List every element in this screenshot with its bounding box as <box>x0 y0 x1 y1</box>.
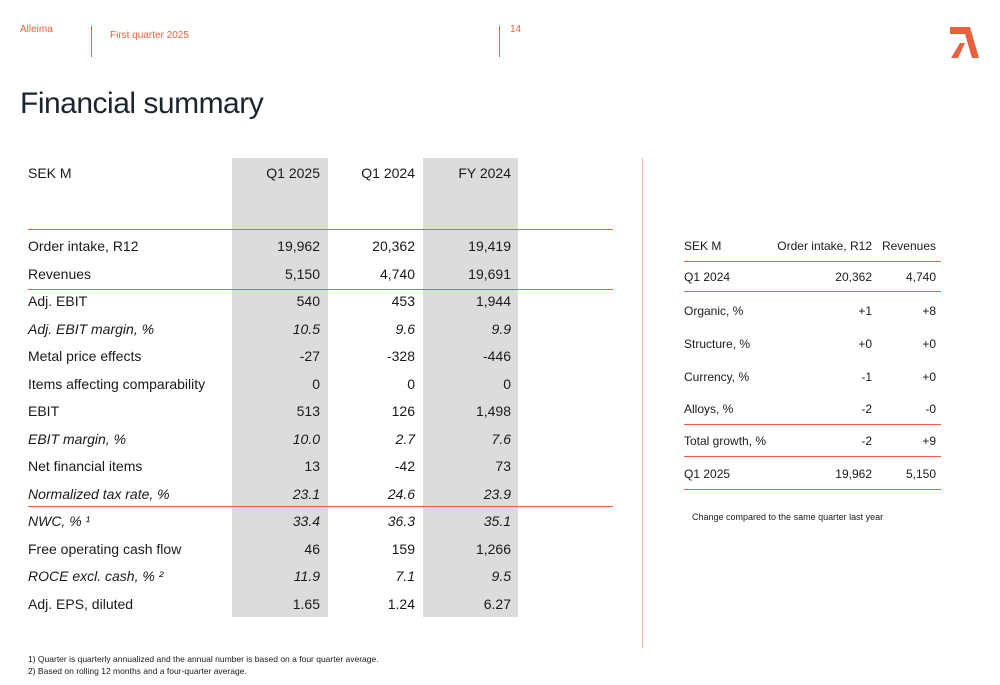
table-row <box>28 321 518 348</box>
value-q1-2025: 540 <box>296 293 320 309</box>
table-row <box>28 266 518 293</box>
value-q1-2024: -328 <box>386 348 415 364</box>
table-row <box>28 596 518 623</box>
row-label: EBIT margin, % <box>28 431 127 447</box>
row-label: ROCE excl. cash, % ² <box>28 568 164 584</box>
table-row <box>28 348 518 375</box>
table-header-divider <box>28 229 613 230</box>
row-label: Adj. EPS, diluted <box>28 596 134 612</box>
row-label: Adj. EBIT margin, % <box>28 321 155 337</box>
bridge-header-order-intake: Order intake, R12 <box>777 239 872 253</box>
header-sek-m: SEK M <box>28 165 72 181</box>
page-title: Financial summary <box>20 87 264 120</box>
bridge-row <box>684 434 936 454</box>
value-q1-2024: -42 <box>394 458 415 474</box>
value-fy-2024: 1,498 <box>475 403 511 419</box>
value-q1-2025: 11.9 <box>293 568 320 584</box>
header-q1-2024: Q1 2024 <box>361 165 415 181</box>
bridge-divider <box>684 424 941 425</box>
bridge-order-intake-value: -2 <box>861 402 872 416</box>
bridge-row-label: Alloys, % <box>684 402 734 416</box>
footnote-1: 1) Quarter is quarterly annualized and the annual number is based on a four quarter average. <box>28 654 379 664</box>
value-q1-2025: 13 <box>304 458 320 474</box>
value-fy-2024: 73 <box>495 458 511 474</box>
bridge-divider <box>684 456 941 457</box>
row-label: Items affecting comparability <box>28 376 206 392</box>
bridge-note: Change compared to the same quarter last year <box>692 512 884 522</box>
value-q1-2024: 20,362 <box>372 238 415 254</box>
bridge-row-label: Q1 2024 <box>684 270 731 284</box>
value-fy-2024: 9.9 <box>491 321 511 337</box>
bridge-divider <box>684 489 941 490</box>
row-label: Net financial items <box>28 458 143 474</box>
table-row <box>28 458 518 485</box>
value-q1-2025: -27 <box>299 348 320 364</box>
value-fy-2024: 9.5 <box>491 568 511 584</box>
header-divider <box>499 26 500 57</box>
bridge-divider <box>684 261 941 262</box>
table-row <box>28 568 518 595</box>
bridge-order-intake-value: +1 <box>858 304 872 318</box>
header-q1-2025: Q1 2025 <box>266 165 320 181</box>
bridge-revenues-value: -0 <box>925 402 936 416</box>
row-label: Revenues <box>28 266 92 282</box>
bridge-order-intake-value: +0 <box>858 337 872 351</box>
section-divider <box>642 158 643 648</box>
value-q1-2025: 513 <box>296 403 320 419</box>
value-fy-2024: 6.27 <box>483 596 511 612</box>
row-label: Adj. EBIT <box>28 293 88 309</box>
bridge-row-label: Currency, % <box>684 370 750 384</box>
bridge-header-sek-m: SEK M <box>684 239 722 253</box>
row-label: Normalized tax rate, % <box>28 486 170 502</box>
value-q1-2024: 7.1 <box>395 568 415 584</box>
alleima-logo-icon <box>948 25 980 59</box>
value-q1-2025: 46 <box>304 541 320 557</box>
value-q1-2024: 36.3 <box>387 513 415 529</box>
value-fy-2024: 23.9 <box>483 486 511 502</box>
table-row <box>28 541 518 568</box>
value-q1-2025: 5,150 <box>284 266 320 282</box>
table-row <box>28 238 518 265</box>
value-q1-2024: 453 <box>391 293 415 309</box>
value-q1-2025: 0 <box>312 376 320 392</box>
footnote-2: 2) Based on rolling 12 months and a four-quarter average. <box>28 666 247 676</box>
table-row <box>28 486 518 513</box>
table-row <box>28 376 518 403</box>
value-q1-2025: 19,962 <box>277 238 320 254</box>
report-subtitle: First quarter 2025 <box>110 30 189 41</box>
value-fy-2024: 19,691 <box>468 266 511 282</box>
row-label: Order intake, R12 <box>28 238 139 254</box>
value-fy-2024: 1,944 <box>475 293 511 309</box>
bridge-row <box>684 402 936 422</box>
bridge-revenues-value: +0 <box>922 370 936 384</box>
brand-name: Alleima <box>20 24 53 35</box>
value-q1-2025: 10.5 <box>292 321 320 337</box>
value-q1-2024: 159 <box>391 541 415 557</box>
value-q1-2025: 23.1 <box>292 486 320 502</box>
bridge-row <box>684 304 936 324</box>
bridge-row <box>684 337 936 357</box>
bridge-order-intake-value: 19,962 <box>835 467 872 481</box>
header-fy-2024: FY 2024 <box>458 165 511 181</box>
bridge-row-label: Organic, % <box>684 304 744 318</box>
value-q1-2025: 10.0 <box>292 431 320 447</box>
row-label: Metal price effects <box>28 348 142 364</box>
value-q1-2024: 4,740 <box>379 266 415 282</box>
value-q1-2025: 33.4 <box>292 513 320 529</box>
value-fy-2024: 1,266 <box>475 541 511 557</box>
bridge-row-label: Total growth, % <box>684 434 767 448</box>
value-q1-2024: 24.6 <box>387 486 415 502</box>
value-q1-2024: 0 <box>407 376 415 392</box>
value-q1-2024: 9.6 <box>395 321 415 337</box>
value-fy-2024: -446 <box>482 348 511 364</box>
value-q1-2024: 126 <box>391 403 415 419</box>
bridge-row <box>684 270 936 290</box>
value-fy-2024: 0 <box>503 376 511 392</box>
value-fy-2024: 7.6 <box>491 431 511 447</box>
value-q1-2024: 2.7 <box>395 431 415 447</box>
value-q1-2025: 1.65 <box>292 596 320 612</box>
bridge-header-revenues: Revenues <box>881 239 936 253</box>
table-row <box>28 513 518 540</box>
bridge-row-label: Structure, % <box>684 337 751 351</box>
table-row <box>28 431 518 458</box>
table-row <box>28 293 518 320</box>
bridge-order-intake-value: -1 <box>861 370 872 384</box>
bridge-revenues-value: +9 <box>922 434 936 448</box>
value-q1-2024: 1.24 <box>387 596 415 612</box>
bridge-row-label: Q1 2025 <box>684 467 731 481</box>
value-fy-2024: 19,419 <box>468 238 511 254</box>
bridge-revenues-value: 5,150 <box>905 467 936 481</box>
bridge-revenues-value: 4,740 <box>905 270 936 284</box>
bridge-revenues-value: +0 <box>922 337 936 351</box>
value-fy-2024: 35.1 <box>483 513 511 529</box>
bridge-divider <box>684 291 941 292</box>
row-label: EBIT <box>28 403 60 419</box>
bridge-row <box>684 370 936 390</box>
bridge-row <box>684 467 936 487</box>
row-label: NWC, % ¹ <box>28 513 91 529</box>
page-number: 14 <box>510 24 522 35</box>
bridge-revenues-value: +8 <box>922 304 936 318</box>
row-label: Free operating cash flow <box>28 541 182 557</box>
bridge-order-intake-value: 20,362 <box>835 270 872 284</box>
header-divider <box>91 26 92 57</box>
bridge-order-intake-value: -2 <box>861 434 872 448</box>
table-row <box>28 403 518 430</box>
